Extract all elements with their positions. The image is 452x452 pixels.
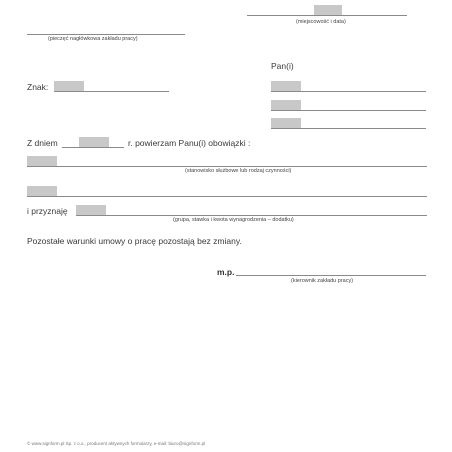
position-caption: (stanowisko służbowe lub rodzaj czynności) — [185, 168, 292, 174]
salary-caption: (grupa, stawka i kwota wynagrodzenia – dodatku) — [173, 217, 294, 223]
recipient-line-3 — [271, 128, 426, 129]
salary-prefix: i przyznaję — [27, 206, 68, 216]
reference-field[interactable] — [54, 81, 84, 91]
place-date-field[interactable] — [314, 5, 342, 15]
signature-line — [236, 275, 426, 276]
recipient-line-1-field[interactable] — [271, 81, 301, 91]
mp-label: m.p. — [217, 267, 235, 277]
position-field[interactable] — [27, 156, 57, 166]
date-field[interactable] — [79, 137, 109, 147]
stamp-line — [27, 34, 185, 35]
recipient-line-2 — [271, 110, 426, 111]
recipient-line-3-field[interactable] — [271, 118, 301, 128]
place-date-line — [247, 15, 407, 16]
date-suffix: r. powierzam Panu(i) obowiązki : — [128, 138, 251, 148]
duties-field[interactable] — [27, 186, 57, 196]
date-line — [62, 147, 124, 148]
manager-caption: (kierownik zakładu pracy) — [291, 278, 354, 284]
recipient-salutation: Pan(i) — [271, 61, 294, 71]
reference-label: Znak: — [27, 82, 49, 92]
salary-line — [76, 215, 427, 216]
reference-line — [54, 91, 169, 92]
position-line — [27, 166, 427, 167]
date-prefix: Z dniem — [27, 138, 58, 148]
footer-text: © www.signform.pl Sp. z o.o., producent aktywnych formularzy, e-mail: biuro@signform.pl — [27, 441, 206, 446]
duties-line — [27, 196, 427, 197]
salary-field[interactable] — [76, 205, 106, 215]
recipient-line-1 — [271, 91, 426, 92]
stamp-caption: (pieczęć nagłówkowa zakładu pracy) — [48, 36, 138, 42]
place-date-caption: (miejscowość i data) — [296, 19, 346, 25]
remaining-terms: Pozostałe warunki umowy o pracę pozostają bez zmiany. — [27, 236, 242, 246]
recipient-line-2-field[interactable] — [271, 100, 301, 110]
